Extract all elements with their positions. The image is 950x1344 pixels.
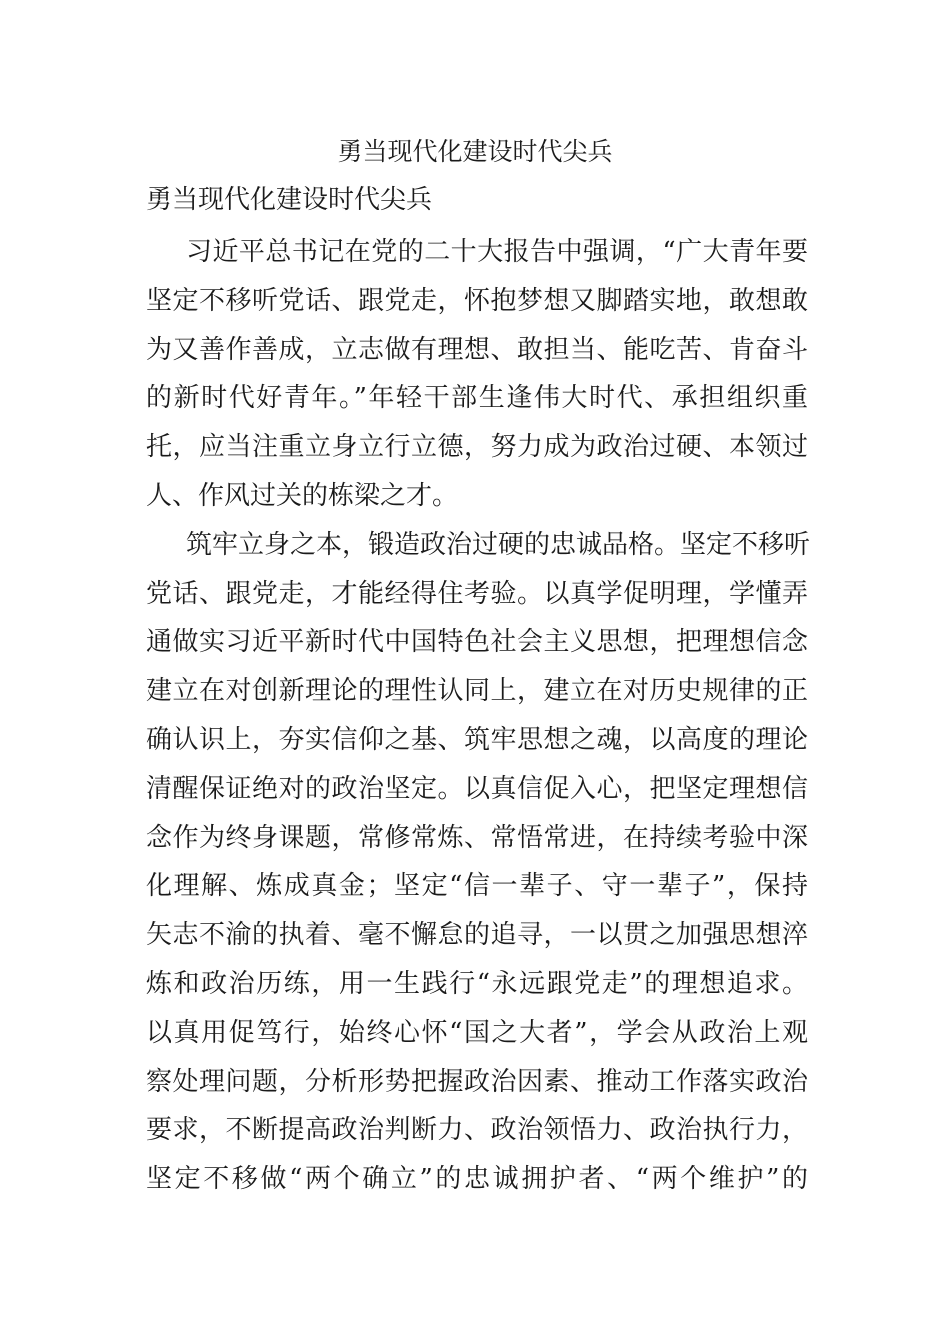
body-text-line: 托，应当注重立身立行立德，努力成为政治过硬、本领过 [146, 432, 808, 463]
body-text-line: 化理解、炼成真金；坚定“信一辈子、守一辈子”，保持 [146, 871, 808, 902]
body-text-line: 党话、跟党走，才能经得住考验。以真学促明理，学懂弄 [146, 578, 808, 609]
body-text-line: 为又善作善成，立志做有理想、敢担当、能吃苦、肯奋斗 [146, 334, 808, 365]
body-text-line: 筑牢立身之本，锻造政治过硬的忠诚品格。坚定不移听 [186, 529, 811, 560]
body-text-line: 确认识上，夯实信仰之基、筑牢思想之魂，以高度的理论 [146, 724, 808, 755]
document-subtitle: 勇当现代化建设时代尖兵 [146, 185, 433, 215]
body-text-line: 人、作风过关的栋梁之才。 [146, 480, 459, 511]
body-text-line: 以真用促笃行，始终心怀“国之大者”，学会从政治上观 [146, 1017, 808, 1048]
body-text-line: 念作为终身课题，常修常炼、常悟常进，在持续考验中深 [146, 822, 808, 853]
body-text-line: 察处理问题，分析形势把握政治因素、推动工作落实政治 [146, 1066, 808, 1097]
body-text-line: 炼和政治历练，用一生践行“永远跟党走”的理想追求。 [146, 968, 808, 999]
body-text-line: 习近平总书记在党的二十大报告中强调，“广大青年要 [186, 237, 808, 267]
body-text-line: 矢志不渝的执着、毫不懈怠的追寻，一以贯之加强思想淬 [146, 920, 808, 951]
document-body [146, 228, 811, 1204]
body-text-line: 清醒保证绝对的政治坚定。以真信促入心，把坚定理想信 [146, 773, 808, 804]
body-text-line: 坚定不移做“两个确立”的忠诚拥护者、“两个维护”的 [146, 1164, 808, 1195]
body-text-line: 的新时代好青年。”年轻干部生逢伟大时代、承担组织重 [146, 383, 808, 414]
body-text-line: 建立在对创新理论的理性认同上，建立在对历史规律的正 [146, 676, 808, 707]
body-text-line: 坚定不移听党话、跟党走，怀抱梦想又脚踏实地，敢想敢 [146, 285, 808, 316]
body-text-line: 通做实习近平新时代中国特色社会主义思想，把理想信念 [146, 627, 808, 658]
body-text-line: 要求，不断提高政治判断力、政治领悟力、政治执行力， [146, 1115, 808, 1146]
document-title: 勇当现代化建设时代尖兵 [337, 137, 613, 166]
